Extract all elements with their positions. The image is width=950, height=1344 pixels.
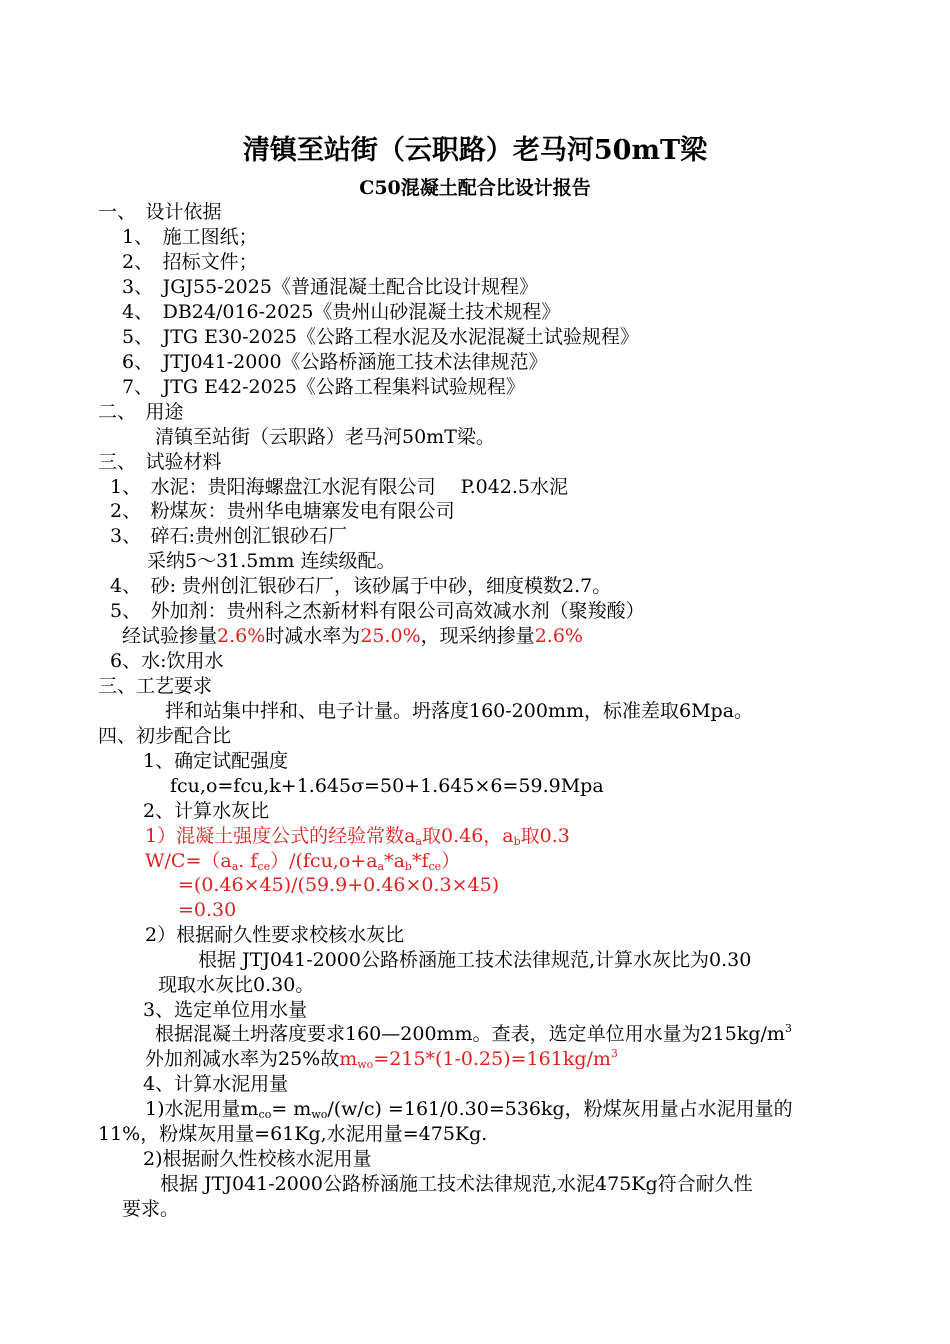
wc-formula	[145, 849, 460, 873]
subsection-heading: 4、计算水泥用量	[143, 1073, 289, 1095]
subsection-heading: 1、确定试配强度	[143, 750, 289, 772]
material-item: 1、 水泥：贵阳海螺盘江水泥有限公司 P.042.5水泥	[110, 476, 568, 498]
subscript: ce	[428, 860, 442, 873]
document-title: 清镇至站街（云职路）老马河50mT梁	[242, 135, 708, 166]
subsection-heading: 2、计算水灰比	[143, 800, 270, 822]
wc-calculation: =(0.46×45)/(59.9+0.46×0.3×45)	[178, 874, 500, 896]
text-fragment: /(w/c) =161/0.30=536kg，粉煤灰用量占水泥用量的	[327, 1098, 793, 1120]
water-calculation	[339, 1048, 618, 1070]
text-fragment: 经试验掺量	[122, 625, 218, 647]
water-reduction-value: 25.0%	[360, 625, 421, 647]
text-fragment: 根据混凝土坍落度要求160—200mm。查表，选定单位用水量为215kg/m	[155, 1023, 785, 1045]
cement-calculation	[145, 1097, 793, 1121]
section-heading-materials: 三、 试验材料	[98, 451, 222, 473]
section-heading-basis: 一、 设计依据	[98, 201, 222, 223]
text-fragment: 1）混凝土强度公式的经验常数	[145, 825, 405, 847]
material-item: 5、 外加剂：贵州科之杰新材料有限公司高效减水剂（聚羧酸）	[110, 600, 645, 622]
text-fragment: ）/(fcu,o+a	[270, 850, 378, 872]
text-fragment: ，现采纳掺量	[420, 625, 535, 647]
text-fragment: *a	[384, 850, 405, 872]
subscript: ce	[257, 860, 271, 873]
subscript: b	[404, 860, 412, 873]
text-fragment: =215*(1-0.25)=161kg/m	[373, 1048, 611, 1070]
strength-formula: fcu,o=fcu,k+1.645σ=50+1.645×6=59.9Mpa	[170, 775, 604, 797]
material-item: 4、 砂: 贵州创汇银砂石厂，该砂属于中砂，细度模数2.7。	[110, 575, 612, 597]
text-fragment: m	[339, 1048, 358, 1070]
basis-item: 4、 DB24/016-2025《贵州山砂混凝土技术规程》	[122, 301, 561, 323]
subscript: a	[231, 860, 239, 873]
material-item-water: 6、水:饮用水	[110, 650, 224, 672]
section-heading-mix: 四、初步配合比	[98, 725, 232, 747]
text-fragment: a	[404, 825, 416, 847]
text-fragment: . f	[238, 850, 258, 872]
material-item: 采纳5～31.5mm 连续级配。	[147, 550, 396, 572]
basis-item: 6、 JTJ041-2000《公路桥涵施工技术法律规范》	[122, 351, 548, 373]
text-fragment: 外加剂减水率为25%故	[145, 1048, 340, 1070]
text-fragment: a	[502, 825, 514, 847]
section-heading-usage: 二、 用途	[98, 401, 184, 423]
cement-calculation: 11%，粉煤灰用量=61Kg,水泥用量=475Kg.	[98, 1123, 488, 1145]
admixture-dosage-line	[122, 624, 583, 648]
water-content-text	[155, 1022, 792, 1046]
durability-text: 现取水灰比0.30。	[158, 974, 315, 996]
usage-text: 清镇至站街（云职路）老马河50mT梁。	[155, 426, 495, 448]
subscript: wo	[357, 1058, 374, 1071]
durability-text: 根据 JTJ041-2000公路桥涵施工技术法律规范,计算水灰比为0.30	[198, 949, 752, 971]
dosage-value: 2.6%	[217, 625, 266, 647]
superscript: 3	[784, 1022, 792, 1035]
basis-item: 5、 JTG E30-2025《公路工程水泥及水泥混凝土试验规程》	[122, 326, 639, 348]
subsection-heading: 2)根据耐久性校核水泥用量	[143, 1148, 372, 1170]
cement-durability-text: 要求。	[122, 1198, 180, 1220]
material-item: 3、 碎石:贵州创汇银砂石厂	[110, 525, 347, 547]
text-fragment: W/C=（a	[145, 850, 232, 872]
subsection-heading: 2）根据耐久性要求校核水灰比	[145, 924, 405, 946]
section-heading-process: 三、工艺要求	[98, 675, 213, 697]
basis-item: 2、 招标文件；	[122, 251, 258, 273]
document-subtitle: C50混凝土配合比设计报告	[359, 177, 591, 199]
basis-item: 3、 JGJ55-2025《普通混凝土配合比设计规程》	[122, 276, 538, 298]
empirical-constants-line	[145, 824, 570, 848]
subscript: co	[258, 1108, 272, 1121]
text-fragment: 时减水率为	[265, 625, 361, 647]
text-fragment: = m	[271, 1098, 312, 1120]
cement-durability-text: 根据 JTJ041-2000公路桥涵施工技术法律规范,水泥475Kg符合耐久性	[160, 1173, 753, 1195]
text-fragment: ）	[441, 850, 461, 872]
wc-result: =0.30	[178, 899, 237, 921]
adopted-dosage-value: 2.6%	[534, 625, 583, 647]
subscript: wo	[311, 1108, 328, 1121]
text-fragment: 取0.3	[520, 825, 570, 847]
text-fragment: 取0.46，	[421, 825, 503, 847]
subscript: a	[377, 860, 385, 873]
text-fragment: 1)水泥用量m	[145, 1098, 259, 1120]
water-reduction-text	[145, 1047, 618, 1071]
superscript: 3	[610, 1047, 618, 1060]
material-item: 2、 粉煤灰：贵州华电塘寨发电有限公司	[110, 500, 455, 522]
subscript: a	[415, 835, 422, 848]
process-text: 拌和站集中拌和、电子计量。坍落度160-200mm，标准差取6Mpa。	[165, 700, 754, 722]
subscript: b	[513, 835, 521, 848]
basis-item: 7、 JTG E42-2025《公路工程集料试验规程》	[122, 376, 525, 398]
basis-item: 1、 施工图纸；	[122, 226, 258, 248]
subsection-heading: 3、选定单位用水量	[143, 999, 308, 1021]
text-fragment: *f	[411, 850, 429, 872]
